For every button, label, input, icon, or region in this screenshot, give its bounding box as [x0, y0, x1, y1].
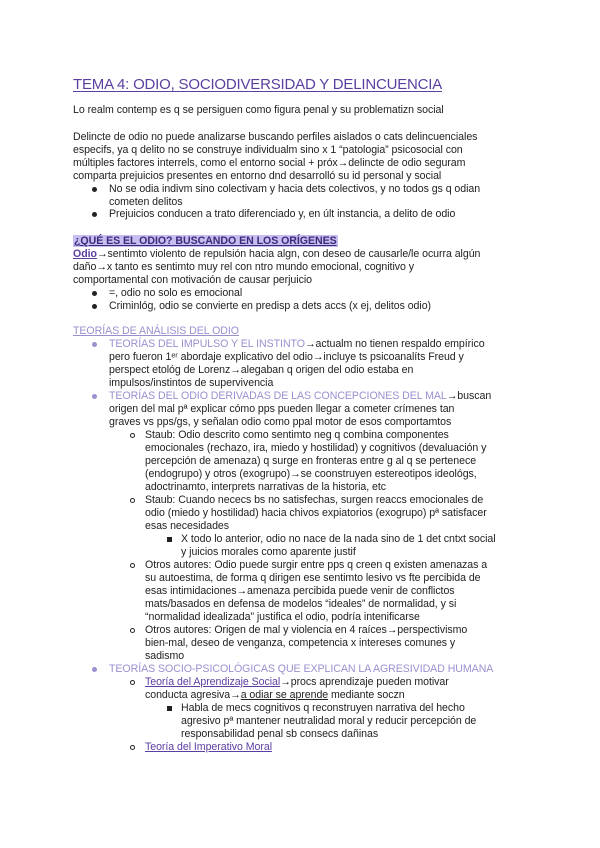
intro-text: Lo realm contemp es q se persiguen como figura penal y su problematizn social: [73, 104, 444, 116]
bullet-ring: [130, 563, 135, 568]
page-title: TEMA 4: ODIO, SOCIODIVERSIDAD Y DELINCUENCIA: [73, 76, 443, 93]
sub-item: Otros autores: Odio puede surgir entre pps q creen q existen amenazas a: [145, 559, 488, 571]
bullet-square: [167, 706, 172, 711]
teoria-imperativo-link[interactable]: Teoría del Imperativo Moral: [145, 741, 273, 753]
definition-line: comportamental con motivación de causar perjuicio: [73, 274, 312, 286]
bullet-dot: [92, 291, 97, 296]
sub-item-line: sadismo: [145, 650, 185, 662]
bullet-dot: [92, 342, 97, 347]
bullet-square: [167, 537, 172, 542]
bullet-dot: [92, 212, 97, 217]
teoria-aprendizaje-link[interactable]: Teoría del Aprendizaje Social: [145, 676, 281, 688]
sub-item: Staub: Odio descrito como sentimto neg q combina componentes: [145, 429, 449, 441]
sub-item-line: esas necesidades: [145, 520, 230, 532]
theory-item: TEORÍAS SOCIO-PSICOLÓGICAS QUE EXPLICAN LA AGRESIVIDAD HUMANA: [109, 663, 494, 675]
list-item: =, odio no solo es emocional: [109, 287, 243, 299]
sub-item-line: conducta agresiva→a odiar se aprende mediante soczn: [145, 689, 405, 701]
section-heading-teorias: TEORÍAS DE ANÁLISIS DEL ODIO: [73, 325, 239, 337]
sub-item-line: emocionales (rechazo, ira, miedo y hostilidad) y cognitivos (devaluación y: [145, 442, 487, 454]
sub-sub-item-line: y juicios morales como aparente justif: [181, 546, 356, 558]
bullet-ring: [130, 433, 135, 438]
sub-item-line: mats/basados en defensa de modelos “ideales” de normalidad, y si: [145, 598, 457, 610]
sub-item-line: su autoestima, de forma q dirigen ese sentimto lesivo vs fte percibida de: [145, 572, 481, 584]
sub-item: [145, 741, 272, 754]
list-item: No se odia indivm sino colectivam y hacia dets colectivos, y no todos gs q odian: [109, 183, 481, 195]
bullet-dot: [92, 304, 97, 309]
paragraph-line: comparta prejuicios presentes en entorno dnd desarrolló su id personal y social: [73, 170, 442, 182]
bullet-ring: [130, 745, 135, 750]
sub-item: Teoría del Aprendizaje Social→procs aprendizaje pueden motivar: [145, 676, 449, 688]
theory-item: TEORÍAS DEL IMPULSO Y EL INSTINTO→actualm no tienen respaldo empírico: [109, 338, 485, 350]
sub-item-line: adoctrinamto, interprets narrativas de la historia, etc: [145, 481, 387, 493]
theory-line: impulsos/instintos de supervivencia: [109, 377, 274, 389]
bullet-ring: [130, 628, 135, 633]
list-item-continuation: cometen delitos: [109, 196, 183, 208]
sub-item-line: bien-mal, deseo de venganza, competencia x intereses comunes y: [145, 637, 456, 649]
bullet-dot: [92, 394, 97, 399]
theory-line: origen del mal pª explicar cómo pps pueden llegar a cometer crímenes tan: [109, 403, 455, 415]
theory-item: TEORÍAS DEL ODIO DERIVADAS DE LAS CONCEPCIONES DEL MAL→buscan: [109, 390, 492, 402]
sub-item-line: percepción de amenaza) q surge en fronteras entre g al q se pertenece: [145, 455, 477, 467]
paragraph-line: múltiples factores interrels, como el entorno social + próx→delincte de odio seguram: [73, 157, 466, 169]
bullet-dot: [92, 187, 97, 192]
sub-item-line: esas intimidaciones→amenaza percibida puede venir de conflictos: [145, 585, 455, 597]
bullet-ring: [130, 680, 135, 685]
sub-item-line: (endogrupo) y otros (exogrupo)→se coonstruyen estereotipos ideológs,: [145, 468, 477, 480]
theory-line: graves vs pps/gs, y señalan odio como ppal motor de esos comportamtos: [109, 416, 452, 428]
sub-item-line: odio (miedo y hostilidad) hacia chivos expiatorios (exogrupo) pª satisfacer: [145, 507, 487, 519]
section-heading-odio: ¿QUÉ ES EL ODIO? BUSCANDO EN LOS ORÍGENES: [74, 235, 337, 247]
sub-item: Otros autores: Origen de mal y violencia en 4 raíces→perspectivismo: [145, 624, 468, 636]
list-item: Prejuicios conducen a trato diferenciado y, en últ instancia, a delito de odio: [109, 208, 456, 220]
sub-sub-item-line: responsabilidad penal sb consecs dañinas: [181, 728, 379, 740]
paragraph-line: Delincte de odio no puede analizarse buscando perfiles aislados o cats delincuenciales: [73, 131, 478, 143]
bullet-dot: [92, 667, 97, 672]
sub-item: Staub: Cuando nececs bs no satisfechas, surgen reaccs emocionales de: [145, 494, 484, 506]
paragraph-line: especifs, ya q delito no se construye individualm sino x 1 “patologia” psicosocial con: [73, 144, 463, 156]
sub-sub-item: Habla de mecs cognitivos q reconstruyen narrativa del hecho: [181, 702, 465, 714]
theory-line: perspect etológ de Lorenz→alegaban q origen del odio estaba en: [109, 364, 414, 376]
sub-item-line: “normalidad idealizada” justifica el odio, podría intenificarse: [145, 611, 420, 623]
definition-term: Odio: [73, 248, 97, 260]
sub-sub-item-line: agresivo pª mantener neutralidad moral y reducir percepción de: [181, 715, 477, 727]
sub-sub-item: X todo lo anterior, odio no nace de la nada sino de 1 det cntxt social: [181, 533, 496, 545]
bullet-ring: [130, 498, 135, 503]
definition-line: daño→x tanto es sentimto muy rel con ntro mundo emocional, cognitivo y: [73, 261, 414, 273]
list-item: Criminlóg, odio se convierte en predisp a dets accs (x ej, delitos odio): [109, 300, 432, 312]
theory-line: pero fueron 1ᵉʳ abordaje explicativo del odio→incluye ts psicoanalíts Freud y: [109, 351, 464, 363]
definition-line: Odio→sentimto violento de repulsión hacia algn, con deseo de causarle/le ocurra algún: [73, 248, 481, 260]
